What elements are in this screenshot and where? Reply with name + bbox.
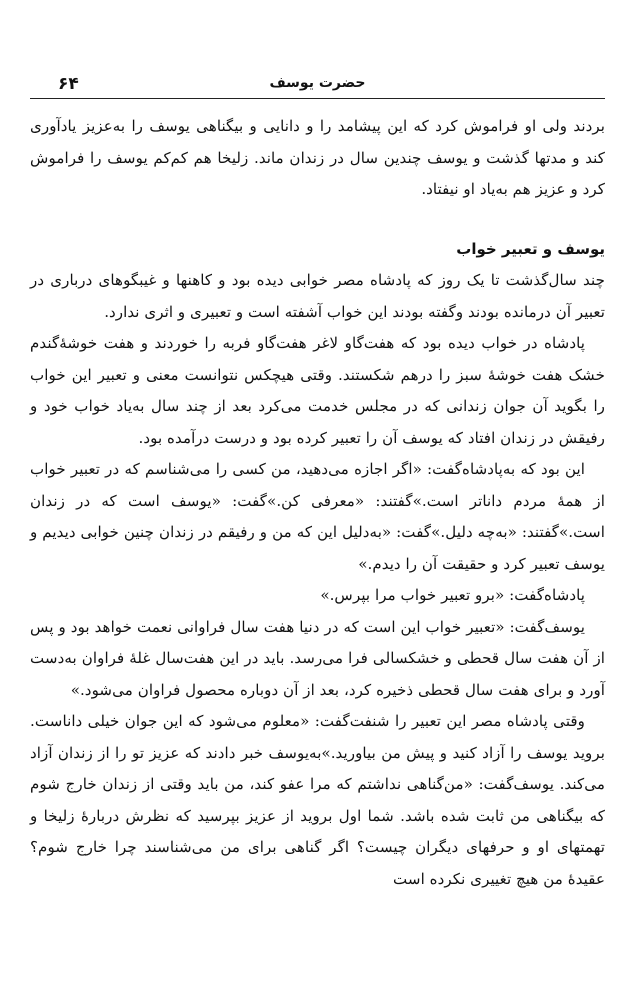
- paragraph-3: پادشاه در خواب دیده بود که هفت‌گاو لاغر هفت‌گاو فربه را خوردند و هفت خوشهٔ‌گندم خشک هفت خوشهٔ سبز را درهم شکستند. وقتی هیچکس نتوانست معنی و تعبیر این خواب را بگوید آن جوان زندانی که در مجلس خدمت می‌کرد بعد از چند سال به‌یاد خواب خود و رفیقش در زندان افتاد که یوسف آن را تعبیر کرده بود و درست درآمده بود.: [30, 334, 605, 447]
- page-body: [30, 111, 605, 895]
- paragraph-5: پادشاه‌گفت: «برو تعبیر خواب مرا بپرس.»: [320, 586, 585, 604]
- section-heading: یوسف و تعبیر خواب: [456, 239, 605, 258]
- book-page: [30, 70, 605, 990]
- paragraph-7: وقتی پادشاه مصر این تعبیر را شنفت‌گفت: «معلوم می‌شود که این جوان خیلی داناست. بروید یوسف را آزاد کنید و پیش من بیاورید.»به‌یوسف خبر دادند که عزیز تو را از زندان آزاد می‌کند. یوسف‌گفت: «من‌گناهی نداشتم که مرا عفو کند، من باید وقتی از زندان خارج شوم که بیگناهی من ثابت شده باشد. شما اول بروید از عزیز بپرسید که نظرش دربارهٔ زلیخا و تهمتهای او و حرفهای دیگران چیست؟ اگر گناهی برای من می‌شناسند چرا خارج شوم؟ عقیدهٔ من هیچ تغییری نکرده است: [30, 712, 605, 888]
- paragraph-1: بردند ولی او فراموش کرد که این پیشامد را و دانایی و بیگناهی یوسف را به‌عزیز یادآوری کند و مدتها گذشت و یوسف چندین سال در زندان ماند. زلیخا هم کم‌کم یوسف را فراموش کرد و عزیز هم به‌یاد او نیفتاد.: [30, 117, 605, 198]
- page-number: ۶۴: [58, 74, 79, 94]
- paragraph-6: یوسف‌گفت: «تعبیر خواب این است که در دنیا هفت سال فراوانی نعمت خواهد بود و پس از آن هفت سال قحطی و خشکسالی فرا می‌رسد. باید در این هفت‌سال غلهٔ فراوان به‌دست آورد و برای هفت سال قحطی ذخیره کرد، بعد از آن دوباره محصول فراوان می‌شود.»: [30, 617, 605, 699]
- paragraph-4: این بود که به‌پادشاه‌گفت: «اگر اجازه می‌دهید، من کسی را می‌شناسم که در تعبیر خواب از همهٔ مردم داناتر است.»گفتند: «معرفی کن.»گفت: «یوسف است که در زندان است.»گفتند: «به‌چه دلیل.»گفت: «به‌دلیل این که من و رفیقم در زندان چنین خوابی دیدیم و یوسف تعبیر کرد و حقیقت آن را دیدم.»: [30, 460, 605, 573]
- section-spacer: [30, 206, 605, 234]
- paragraph-2: چند سال‌گذشت تا یک روز که پادشاه مصر خوابی دیده بود و کاهنها و غیبگوهای درباری در تعبیر آن درمانده بودند وگفته بودند این خواب آشفته است و تعبیری و اثری ندارد.: [30, 271, 605, 321]
- running-title: حضرت یوسف: [269, 75, 366, 91]
- page-header: [30, 70, 605, 99]
